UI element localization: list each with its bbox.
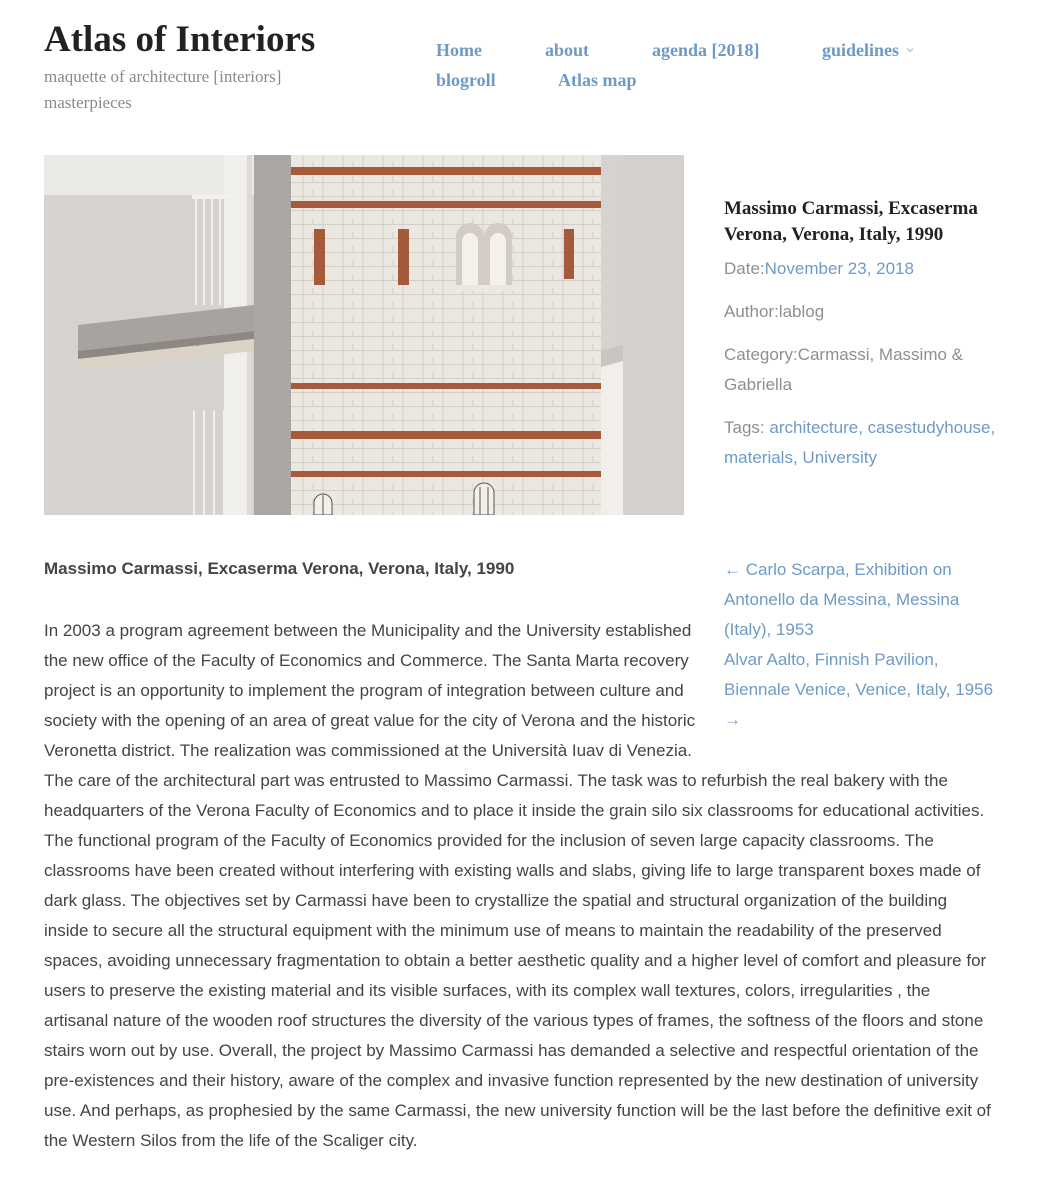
- author-label: Author:: [724, 302, 779, 321]
- next-post-link[interactable]: Alvar Aalto, Finnish Pavilion, Biennale Venice, Venice, Italy, 1956 →: [724, 650, 994, 729]
- entry-author: [724, 297, 1004, 327]
- entry-tags: [724, 413, 1004, 473]
- tags-label: Tags:: [724, 418, 765, 437]
- nav-guidelines-label: guidelines: [822, 40, 900, 60]
- site-title[interactable]: Atlas of Interiors: [44, 19, 316, 60]
- article-caption: Massimo Carmassi, Excaserma Verona, Verona, Italy, 1990: [44, 559, 515, 578]
- nav-about[interactable]: about: [545, 40, 590, 60]
- tag-link[interactable]: materials,: [724, 448, 798, 467]
- nav-agenda[interactable]: agenda [2018]: [652, 40, 760, 60]
- previous-post-link[interactable]: ← Carlo Scarpa, Exhibition on Antonello da Messina, Messina (Italy), 1953: [724, 560, 960, 639]
- entry-meta: [724, 196, 1004, 473]
- site-tagline: maquette of architecture [interiors] masterpieces: [44, 67, 282, 112]
- author-value: lablog: [778, 302, 825, 321]
- article-body-text: In 2003 a program agreement between the Municipality and the University established the new office of the Faculty of Economics and Commerce. The Santa Marta recovery project is an opportunity to implement the program of integration between culture and society with the opening of an area of great value for the city of Verona and the historic Veronetta district. The realization was commissioned at the Università Iuav di Venezia. The care of the architectural part was entrusted to Massimo Carmassi. The task was to refurbish the real bakery with the headquarters of the Verona Faculty of Economics and to place it inside the grain silo six classrooms for educational activities. The functional program of the Faculty of Economics provided for the inclusion of seven large capacity classrooms. The classrooms have been created without interfering with existing walls and slabs, giving life to large transparent boxes made of dark glass. The objectives set by Carmassi have been to crystallize the spatial and structural organization of the building inside to secure all the structural equipment with the minimum use of means to maintain the readability of the preserved spaces, avoiding unnecessary fragmentation to obtain a better aesthetic quality and a higher level of comfort and pleasure for users to preserve the existing material and its visible surfaces, with its complex wall textures, colors, irregularities , the artisanal nature of the wooden roof structures the diversity of the various types of frames, the softness of the floors and stone stairs worn out by use. Overall, the project by Massimo Carmassi has demanded a selective and respectful orientation of the pre-existences and their history, aware of the complex and invasive function represented by the new destination of university use. And perhaps, as prophesied by the same Carmassi, the new university function will be the last before the definitive exit of the Western Silos from the life of the Scaliger city.: [44, 621, 991, 1150]
- category-label: Category:: [724, 345, 798, 364]
- article-body: [44, 616, 994, 1156]
- nav-blogroll[interactable]: blogroll: [436, 70, 496, 90]
- tag-link[interactable]: University: [802, 448, 878, 467]
- entry-title: Massimo Carmassi, Excaserma Verona, Verona, Italy, 1990: [724, 198, 978, 245]
- chevron-down-icon: [905, 45, 915, 55]
- nav-atlas-map[interactable]: Atlas map: [558, 70, 637, 90]
- hero-image: [44, 155, 684, 515]
- nav-home[interactable]: Home: [436, 40, 482, 60]
- tag-link[interactable]: architecture,: [769, 418, 863, 437]
- post-nav-spacer: [712, 616, 994, 738]
- nav-guidelines[interactable]: [822, 36, 915, 64]
- main-nav: [436, 36, 956, 100]
- tag-link[interactable]: casestudyhouse,: [867, 418, 996, 437]
- date-link[interactable]: November 23, 2018: [764, 259, 914, 278]
- entry-category: [724, 340, 1004, 400]
- date-label: Date:: [724, 259, 765, 278]
- category-value: Carmassi, Massimo & Gabriella: [724, 345, 964, 394]
- entry-date: [724, 254, 1004, 284]
- architectural-model-illustration: [44, 155, 684, 515]
